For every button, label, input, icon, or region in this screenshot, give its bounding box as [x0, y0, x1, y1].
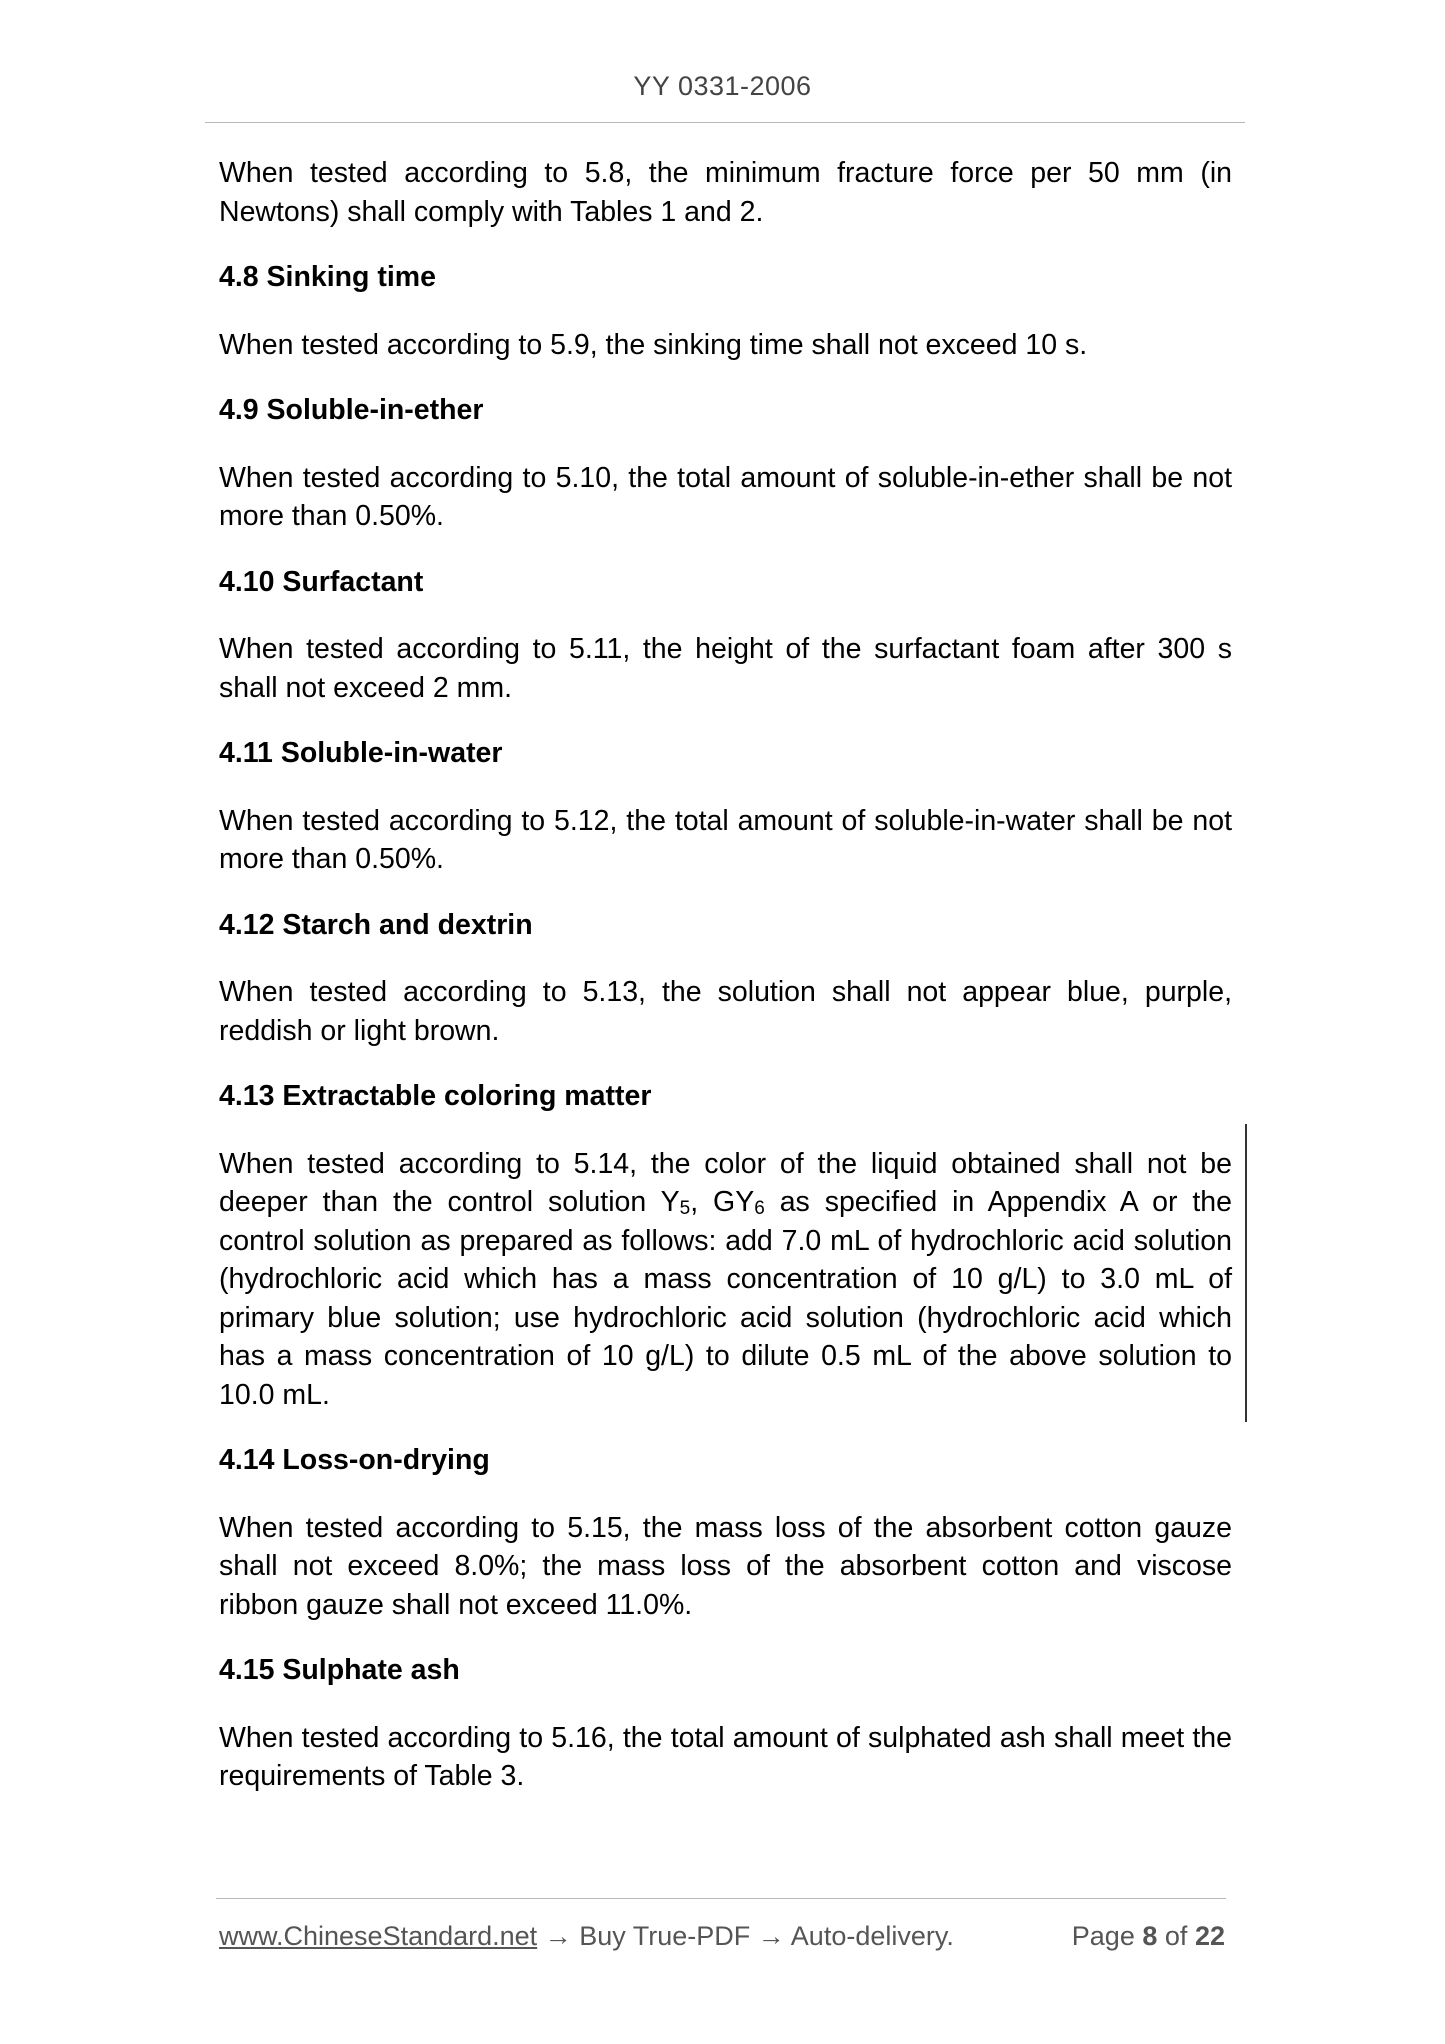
section-text-4-15: When tested according to 5.16, the total amount of sulphated ash shall meet the requirements of Table 3.	[219, 1721, 1232, 1792]
page-label: Page	[1071, 1921, 1135, 1951]
footer-purchase-line	[219, 1918, 954, 1954]
page-footer	[219, 1918, 1225, 1958]
section-heading-4-13: 4.13 Extractable coloring matter	[219, 1080, 652, 1112]
section-text-4-8: When tested according to 5.9, the sinking time shall not exceed 10 s.	[219, 328, 1088, 361]
section-text-4-13-part3: as specified in Appendix A or the control solution as prepared as follows: add 7.0 mL of hydrochloric acid solution (hydrochloric acid which has a mass concentration of 10 g/L) to 3.0 mL of primary blue solution; use hydrochloric acid solution (hydrochloric acid which has a mass concentration of 10 g/L) to dilute 0.5 mL of the above solution to 10.0 mL.	[219, 1186, 1232, 1411]
document-body	[219, 154, 1232, 1823]
section-heading-4-9: 4.9 Soluble-in-ether	[219, 394, 484, 426]
section-heading-4-15: 4.15 Sulphate ash	[219, 1654, 460, 1686]
arrow-right-icon: →	[544, 1921, 572, 1951]
subscript-5: 5	[679, 1198, 691, 1219]
section-heading-4-14: 4.14 Loss-on-drying	[219, 1444, 490, 1476]
section-heading-4-11: 4.11 Soluble-in-water	[219, 737, 503, 769]
of-label: of	[1164, 1921, 1188, 1951]
section-text-4-11: When tested according to 5.12, the total amount of soluble-in-water shall be not more than 0.50%.	[219, 804, 1232, 875]
section-text-4-13	[219, 1145, 1232, 1415]
section-heading-4-8: 4.8 Sinking time	[219, 261, 436, 293]
page-number-indicator	[1072, 1918, 1225, 1954]
document-header: YY 0331-2006	[633, 71, 812, 101]
section-heading-4-12: 4.12 Starch and dextrin	[219, 908, 533, 941]
total-pages-number: 22	[1194, 1921, 1225, 1951]
arrow-right-icon: →	[757, 1921, 785, 1951]
section-text-4-13-part1: When tested according to 5.14, the color of the liquid obtained shall not be deeper than the control solution Y	[219, 1147, 1232, 1218]
section-text-4-13-part2: , GY	[690, 1186, 755, 1218]
section-heading-4-10: 4.10 Surfactant	[219, 565, 424, 598]
section-text-4-10: When tested according to 5.11, the height of the surfactant foam after 300 s shall not exceed 2 mm.	[219, 633, 1232, 704]
website-link[interactable]: www.ChineseStandard.net	[219, 1921, 538, 1951]
header-divider	[205, 122, 1245, 123]
buy-true-pdf-text: Buy True-PDF	[579, 1921, 751, 1951]
section-text-4-14: When tested according to 5.15, the mass loss of the absorbent cotton gauze shall not exceed 8.0%; the mass loss of the absorbent cotton and viscose ribbon gauze shall not exceed 11.0%.	[219, 1511, 1232, 1621]
footer-divider	[216, 1898, 1226, 1899]
subscript-6: 6	[754, 1198, 765, 1219]
revision-change-bar	[1245, 1124, 1247, 1422]
section-text-4-12: When tested according to 5.13, the solution shall not appear blue, purple, reddish or light brown.	[219, 976, 1232, 1047]
auto-delivery-text: Auto-delivery.	[790, 1921, 954, 1951]
section-text-4-9: When tested according to 5.10, the total amount of soluble-in-ether shall be not more than 0.50%.	[219, 461, 1232, 532]
intro-paragraph: When tested according to 5.8, the minimum fracture force per 50 mm (in Newtons) shall comply with Tables 1 and 2.	[219, 157, 1232, 228]
current-page-number: 8	[1142, 1921, 1158, 1951]
